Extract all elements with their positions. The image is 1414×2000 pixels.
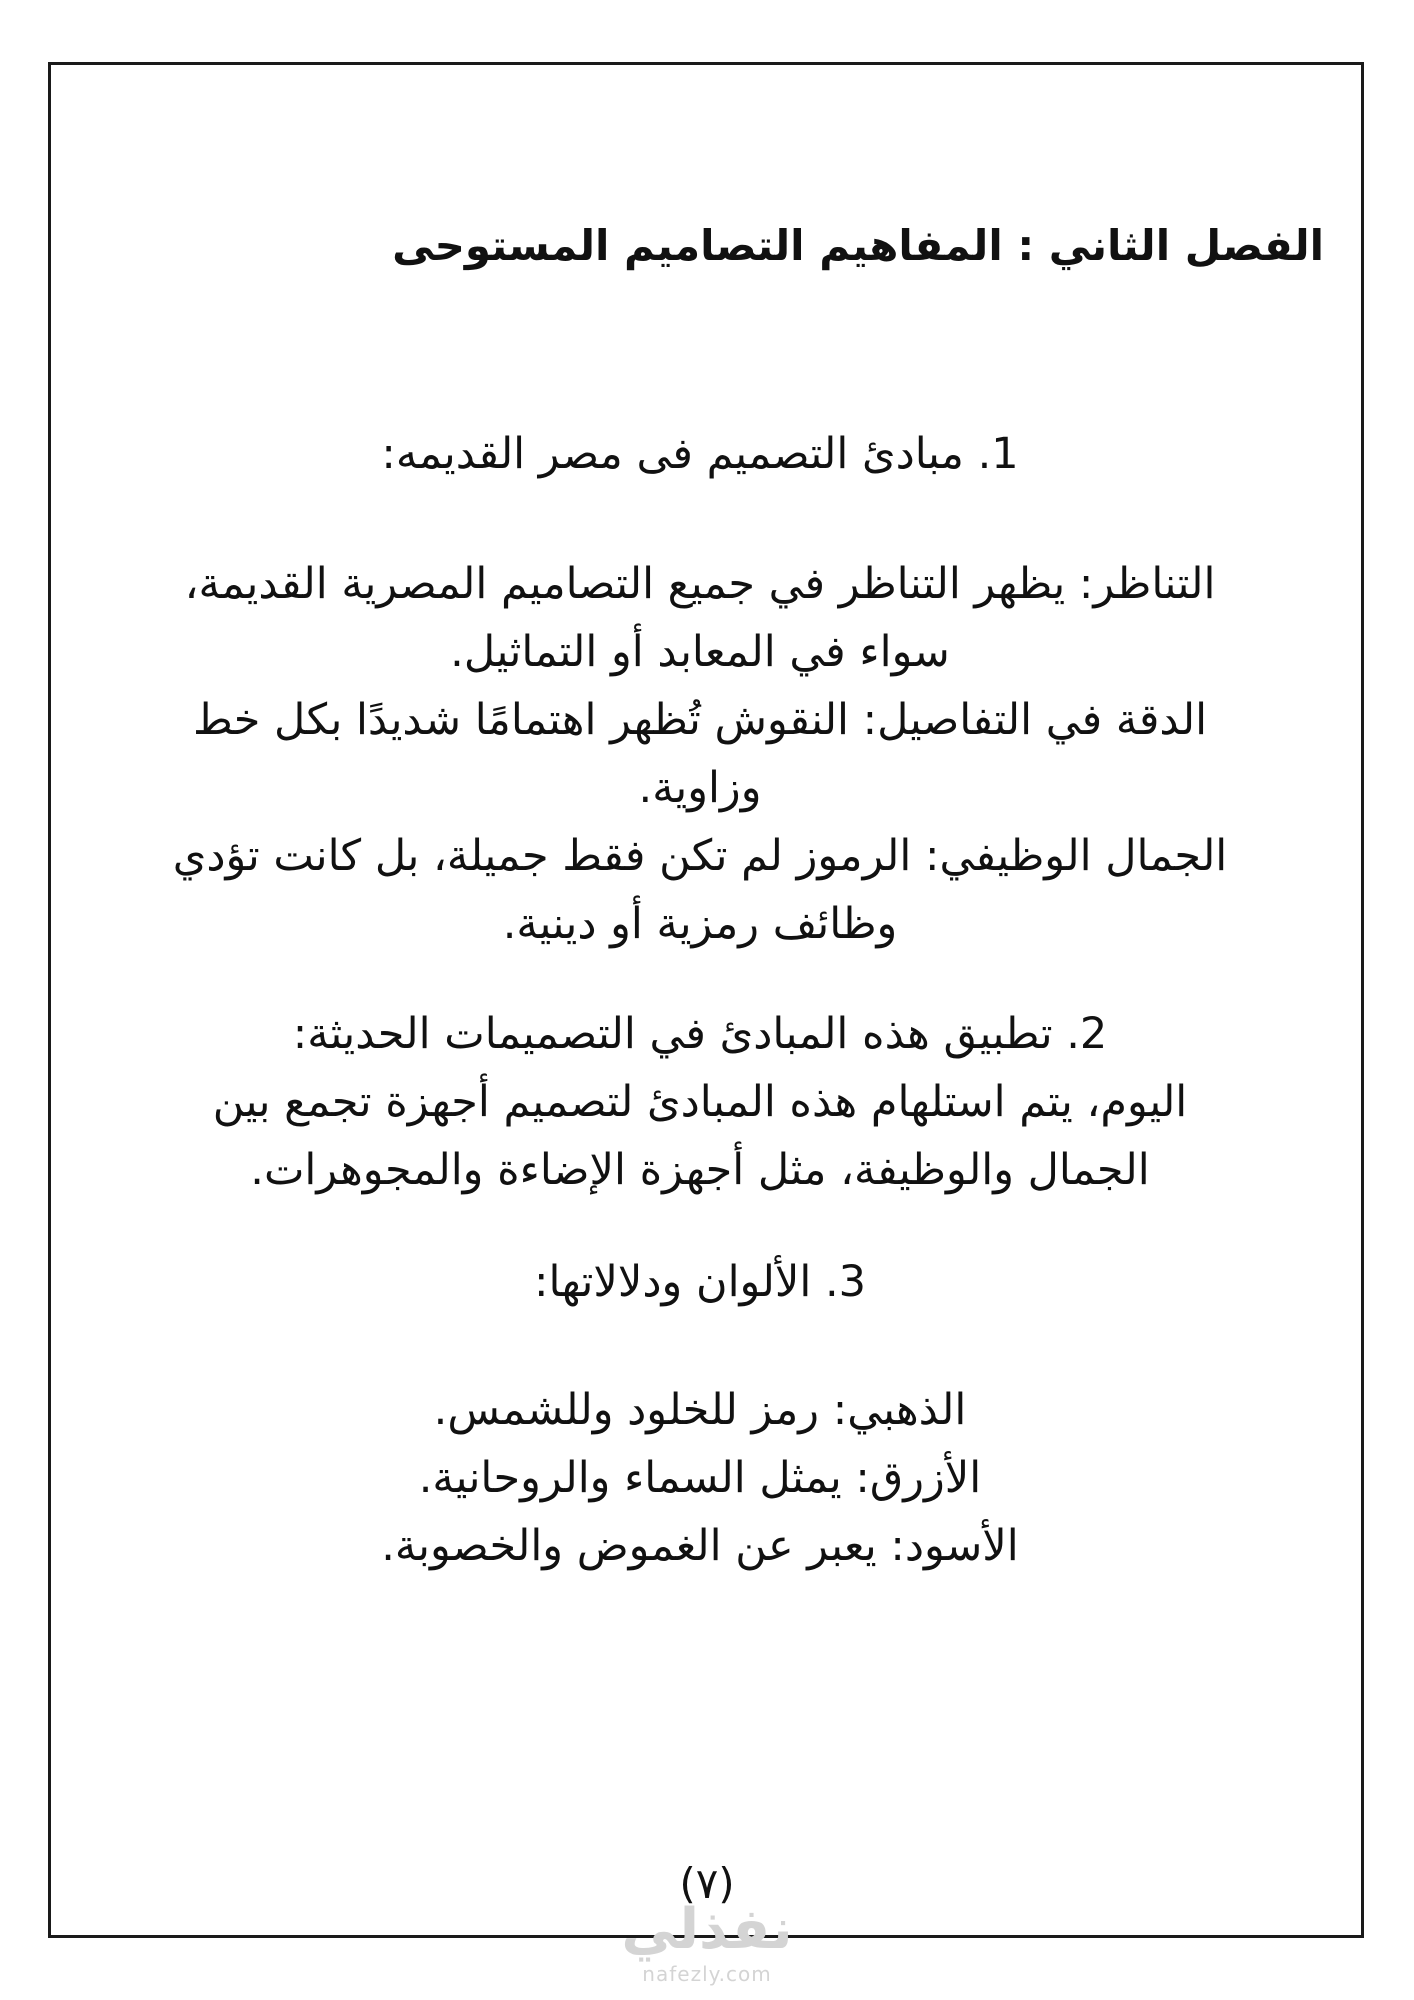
- section-3-heading: 3. الألوان ودلالاتها:: [533, 1257, 866, 1307]
- section-1: [140, 420, 1260, 488]
- section-1-line: وزاوية.: [638, 763, 762, 813]
- section-3: [140, 1248, 1260, 1316]
- watermark: [0, 1897, 1414, 1986]
- section-2: [140, 1000, 1260, 1204]
- section-2-line: اليوم، يتم استلهام هذه المبادئ لتصميم أجهزة تجمع بين: [212, 1077, 1188, 1127]
- section-3-line: الأزرق: يمثل السماء والروحانية.: [418, 1453, 982, 1503]
- section-1-line: التناظر: يظهر التناظر في جميع التصاميم المصرية القديمة،: [184, 559, 1216, 609]
- section-2-heading: 2. تطبيق هذه المبادئ في التصميمات الحديثة:: [292, 1009, 1108, 1059]
- section-1-line: الدقة في التفاصيل: النقوش تُظهر اهتمامًا شديدًا بكل خط: [192, 695, 1208, 745]
- section-3-line: الأسود: يعبر عن الغموض والخصوبة.: [381, 1521, 1019, 1571]
- section-1-line: سواء في المعابد أو التماثيل.: [450, 627, 950, 677]
- watermark-url: nafezly.com: [642, 1962, 772, 1986]
- watermark-logo: نفذلي: [621, 1897, 793, 1962]
- section-2-line: الجمال والوظيفة، مثل أجهزة الإضاءة والمجوهرات.: [250, 1145, 1150, 1195]
- section-1-body: [140, 550, 1260, 958]
- page-number: (٧): [679, 1859, 735, 1908]
- section-3-body: [140, 1376, 1260, 1580]
- section-3-line: الذهبي: رمز للخلود وللشمس.: [433, 1385, 967, 1435]
- chapter-title: الفصل الثاني : المفاهيم التصاميم المستوحى: [392, 221, 1324, 270]
- section-1-line: وظائف رمزية أو دينية.: [502, 899, 898, 949]
- section-1-heading: 1. مبادئ التصميم فى مصر القديمه:: [381, 429, 1019, 479]
- section-1-line: الجمال الوظيفي: الرموز لم تكن فقط جميلة، بل كانت تؤدي: [172, 831, 1228, 881]
